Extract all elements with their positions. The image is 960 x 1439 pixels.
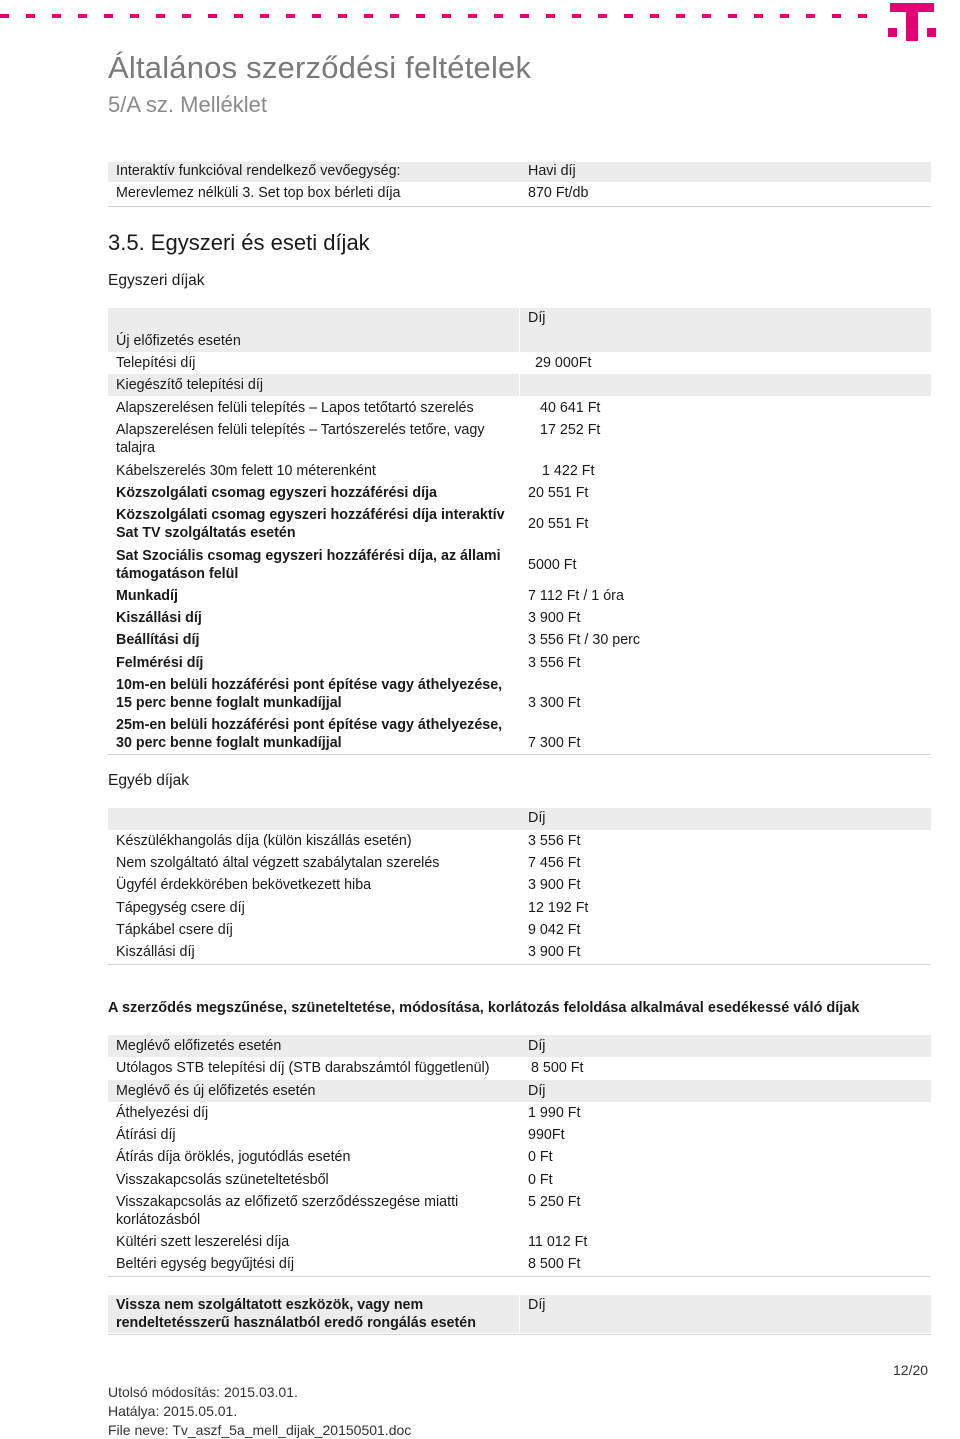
one-time-fee-row-value: 17 252 Ft [540, 422, 601, 438]
both-fee-header: Díj [528, 1083, 546, 1099]
other-fee-row-value: 9 042 Ft [528, 922, 581, 938]
page-subtitle: 5/A sz. Melléklet [108, 92, 267, 117]
one-time-fee-row-value: 5000 Ft [528, 557, 577, 573]
other-fee-row-label: Kiszállási díj [116, 944, 195, 960]
termination-fee-row-label: Áthelyezési díj [116, 1105, 209, 1121]
other-fees-table [108, 808, 931, 966]
one-time-fee-row-label: Kábelszerelés 30m felett 10 méterenként [116, 463, 376, 479]
one-time-fee-row-value: 3 556 Ft [528, 655, 581, 671]
stb-item-label: Merevlemez nélküli 3. Set top box bérleti díja [116, 185, 401, 201]
other-fee-row-value: 12 192 Ft [528, 900, 589, 916]
one-time-fee-row-value: 3 900 Ft [528, 610, 581, 626]
one-time-fee-row-value: 20 551 Ft [528, 485, 589, 501]
existing-fee-header: Díj [528, 1038, 546, 1054]
termination-fee-row-value: 11 012 Ft [528, 1234, 588, 1250]
one-time-fee-row-value: 1 422 Ft [542, 463, 595, 479]
one-time-fee-row-value: 3 556 Ft / 30 perc [528, 632, 641, 648]
termination-fees-title: A szerződés megszűnése, szüneteltetése, módosítása, korlátozás feloldása alkalmával esedékessé váló díjak [108, 1000, 860, 1016]
one-time-fee-row-value: 7 112 Ft / 1 óra [528, 588, 624, 604]
termination-fee-row-label: Visszakapcsolás szüneteltetésből [116, 1172, 329, 1188]
termination-fee-row-label: Átírás díja öröklés, jogutódlás esetén [116, 1149, 351, 1165]
brand-dash-line [0, 14, 878, 18]
one-time-fee-row-value: 40 641 Ft [540, 400, 601, 416]
other-fee-row-label: Nem szolgáltató által végzett szabálytalan szerelés [116, 855, 440, 871]
one-time-fee-row-label: Felmérési díj [116, 655, 204, 671]
other-fee-row-value: 7 456 Ft [528, 855, 581, 871]
section-heading: 3.5. Egyszeri és eseti díjak [108, 230, 370, 255]
other-fee-row-label: Ügyfél érdekkörében bekövetkezett hiba [116, 877, 372, 893]
stb-item-value: 870 Ft/db [528, 185, 589, 201]
return-fee-header: Díj [528, 1297, 546, 1313]
termination-fee-row-value: 5 250 Ft [528, 1194, 581, 1210]
new-subscription-subheader: Új előfizetés esetén [116, 333, 241, 349]
footer-modified: Utolsó módosítás: 2015.03.01. [108, 1384, 298, 1400]
existing-subscription-header: Meglévő előfizetés esetén [116, 1038, 282, 1054]
one-time-fee-row-value: 29 000Ft [535, 355, 592, 371]
one-time-fee-row-label: Közszolgálati csomag egyszeri hozzáférési díja [116, 485, 437, 501]
telekom-t-logo-icon [884, 2, 940, 42]
termination-fee-row-label: Kültéri szett leszerelési díja [116, 1234, 290, 1250]
other-fee-row-value: 3 900 Ft [528, 877, 581, 893]
return-equipment-table [108, 1295, 931, 1335]
stb-header-label: Interaktív funkcióval rendelkező vevőegység: [116, 163, 401, 179]
one-time-fee-row-value: 7 300 Ft [528, 735, 581, 751]
other-fee-row-value: 3 556 Ft [528, 833, 581, 849]
one-time-fee-row-label: Beállítási díj [116, 632, 200, 648]
both-subscription-header: Meglévő és új előfizetés esetén [116, 1083, 316, 1099]
termination-fees-table [108, 1035, 931, 1277]
one-time-fee-row-value: 20 551 Ft [528, 516, 589, 532]
other-fee-row-label: Tápkábel csere díj [116, 922, 233, 938]
page-title: Általános szerződési feltételek [108, 50, 532, 85]
termination-fee-row-value: 0 Ft [528, 1149, 553, 1165]
stb-install-fee-label: Utólagos STB telepítési díj (STB darabszámtól függetlenül) [116, 1060, 490, 1076]
other-fee-header: Díj [528, 810, 546, 826]
one-time-fee-header: Díj [528, 310, 546, 326]
termination-fee-row-label: Átírási díj [116, 1127, 176, 1143]
one-time-fee-row-label: Kiszállási díj [116, 610, 202, 626]
footer-filename: File neve: Tv_aszf_5a_mell_dijak_20150501.doc [108, 1422, 412, 1438]
return-equipment-label: Vissza nem szolgáltatott eszközök, vagy nem rendeltetésszerű használatból eredő rongálás esetén [116, 1297, 476, 1331]
other-fee-row-label: Készülékhangolás díja (külön kiszállás esetén) [116, 833, 412, 849]
one-time-fee-row-label: Telepítési díj [116, 355, 196, 371]
one-time-fee-row-label: Kiegészítő telepítési díj [116, 377, 264, 393]
one-time-fee-row-label: 25m-en belüli hozzáférési pont építése vagy áthelyezése, 30 perc benne foglalt munkadíjjal [116, 717, 503, 751]
stb-header-value: Havi díj [528, 163, 576, 179]
termination-fee-row-label: Beltéri egység begyűjtési díj [116, 1256, 295, 1272]
one-time-fee-row-label: Alapszerelésen felüli telepítés – Tartószerelés tetőre, vagy talajra [116, 422, 485, 456]
one-time-fee-row-label: Alapszerelésen felüli telepítés – Lapos tetőtartó szerelés [116, 400, 474, 416]
one-time-fees-table [108, 308, 931, 756]
stb-rental-table [108, 162, 931, 208]
one-time-fee-row-label: Munkadíj [116, 588, 178, 604]
one-time-fee-row-label: 10m-en belüli hozzáférési pont építése vagy áthelyezése, 15 perc benne foglalt munkadíjjal [116, 677, 503, 711]
other-fees-title: Egyéb díjak [108, 772, 189, 789]
other-fee-row-value: 3 900 Ft [528, 944, 581, 960]
one-time-fee-row-label: Közszolgálati csomag egyszeri hozzáférési díja interaktív Sat TV szolgáltatás esetén [116, 507, 505, 541]
stb-install-fee-value: 8 500 Ft [531, 1060, 584, 1076]
one-time-fee-row-value: 3 300 Ft [528, 695, 581, 711]
one-time-fees-title: Egyszeri díjak [108, 272, 205, 289]
termination-fee-row-value: 990Ft [528, 1127, 565, 1143]
termination-fee-row-label: Visszakapcsolás az előfizető szerződésszegése miatti korlátozásból [116, 1194, 459, 1228]
termination-fee-row-value: 8 500 Ft [528, 1256, 581, 1272]
footer-effective: Hatálya: 2015.05.01. [108, 1403, 238, 1419]
page-number: 12/20 [893, 1362, 929, 1378]
termination-fee-row-value: 1 990 Ft [528, 1105, 581, 1121]
one-time-fee-row-label: Sat Szociális csomag egyszeri hozzáférési díja, az állami támogatáson felül [116, 548, 501, 582]
termination-fee-row-value: 0 Ft [528, 1172, 553, 1188]
other-fee-row-label: Tápegység csere díj [116, 900, 245, 916]
